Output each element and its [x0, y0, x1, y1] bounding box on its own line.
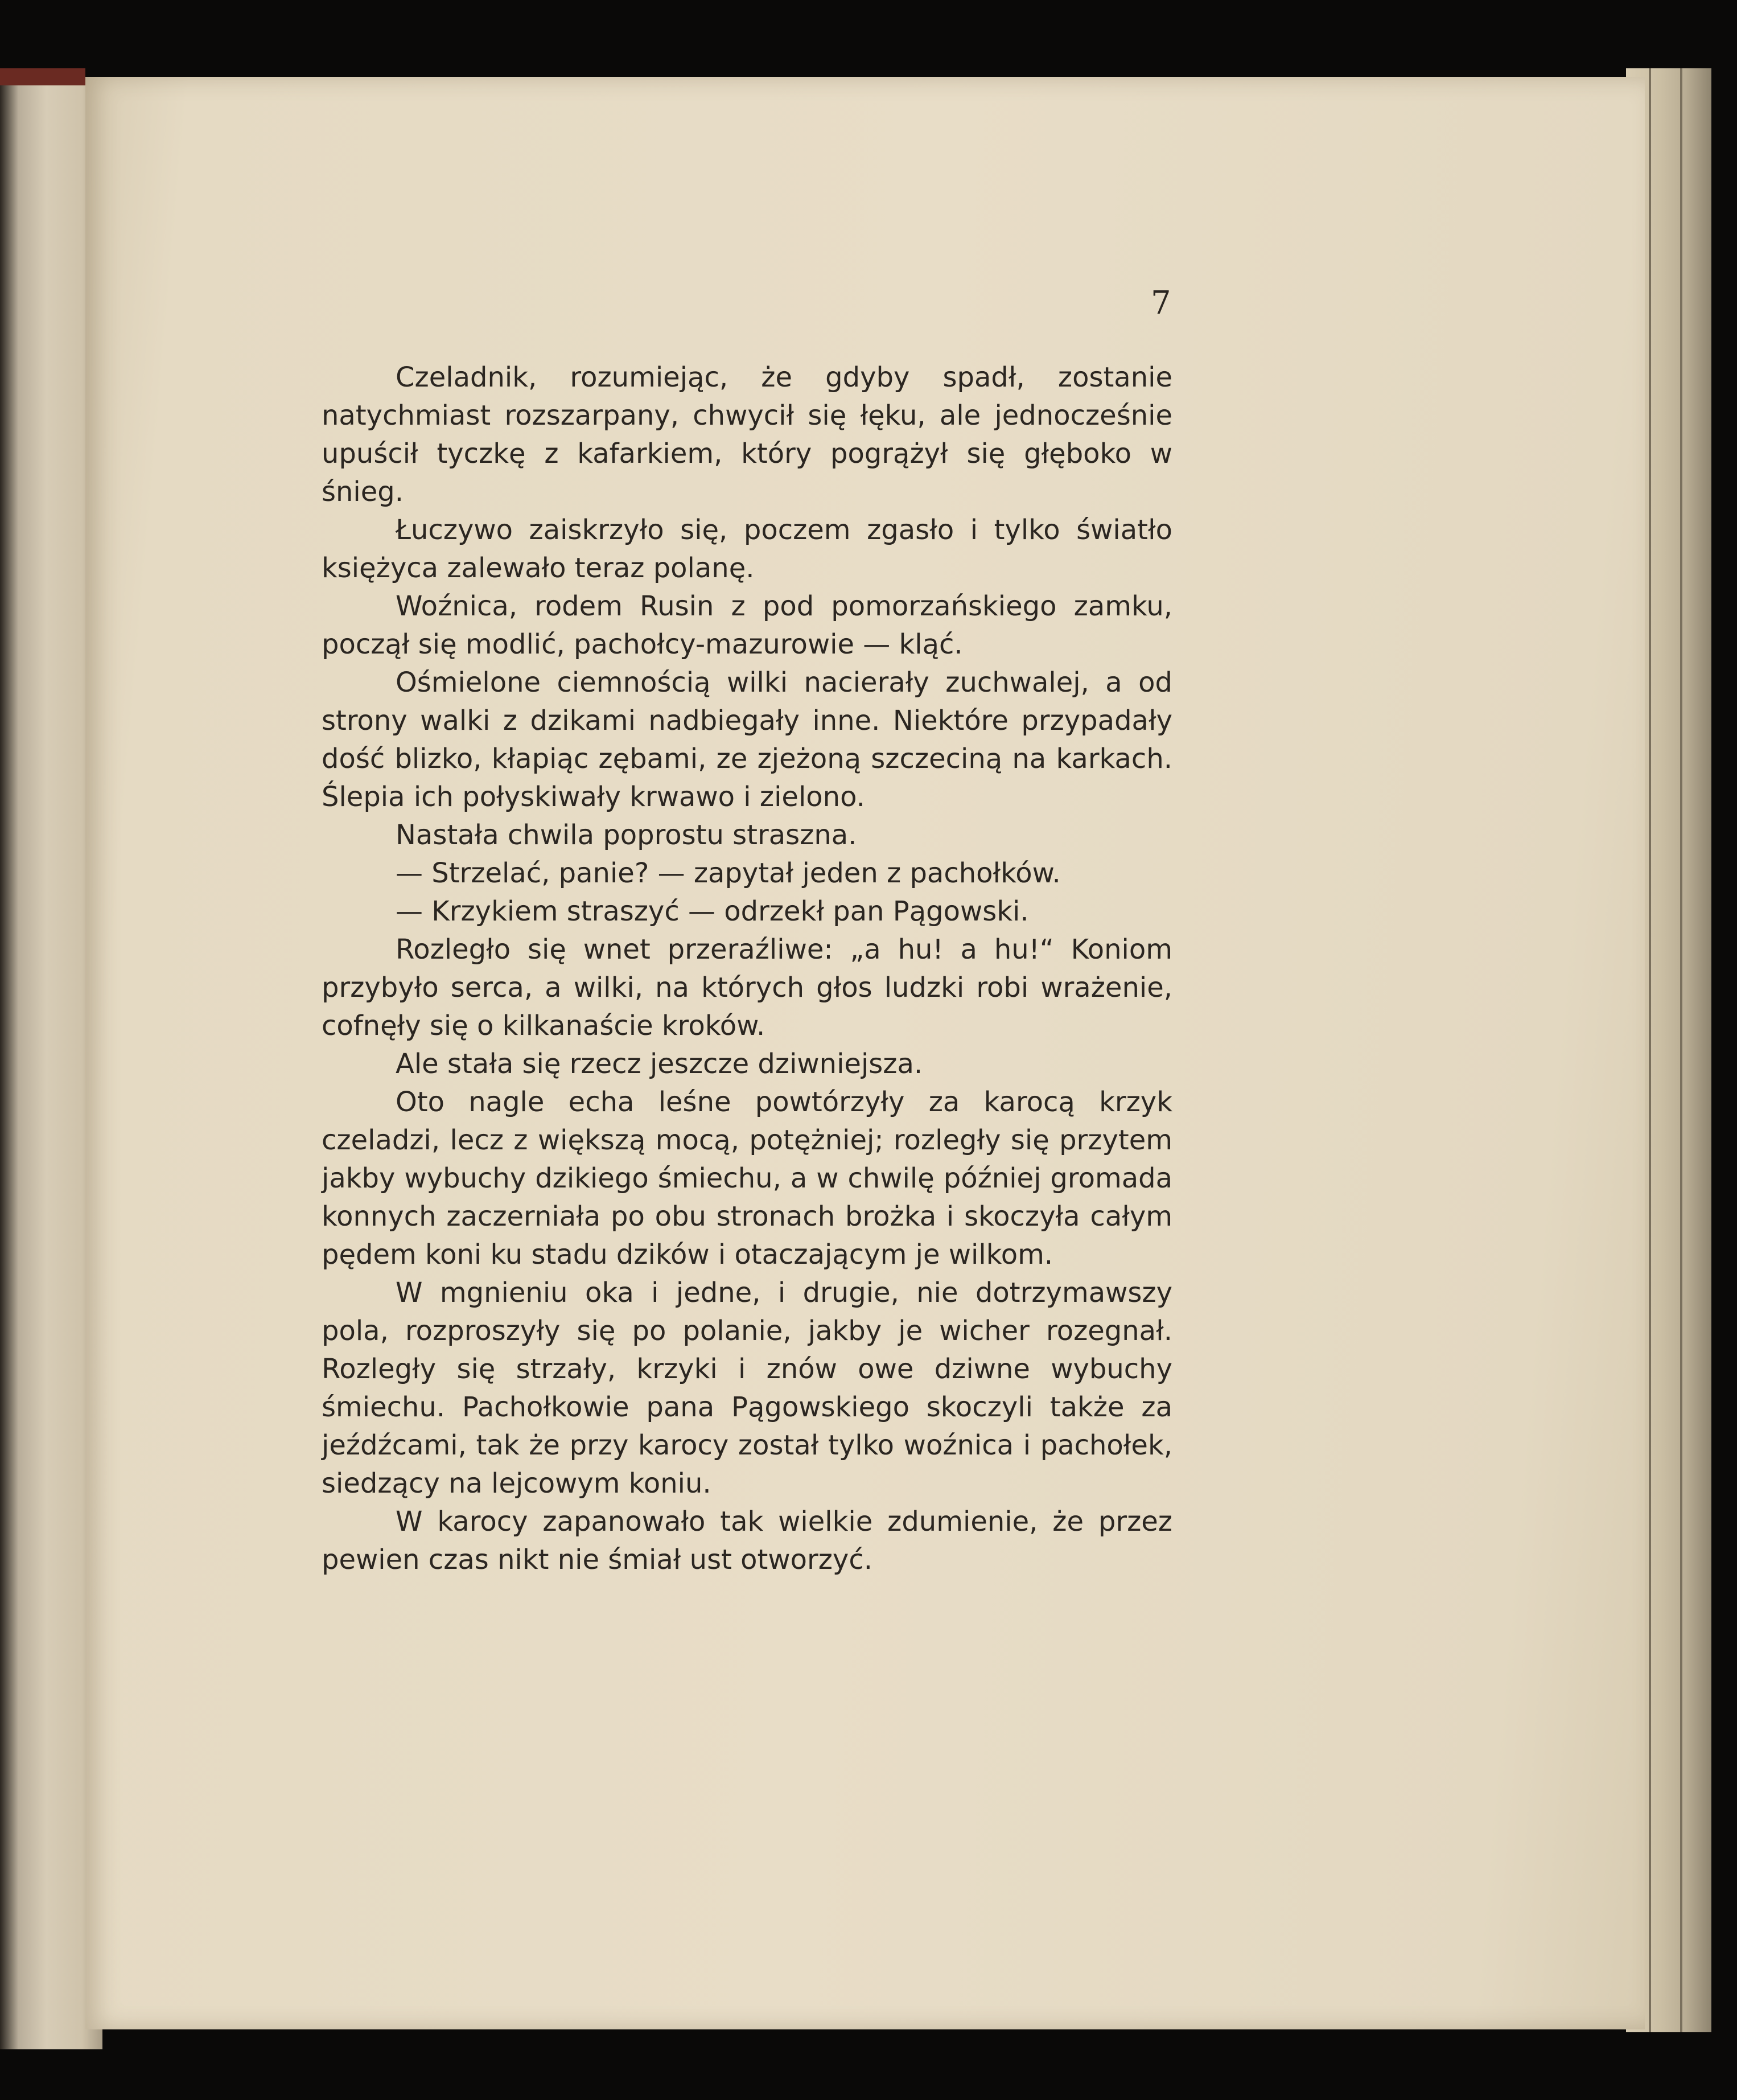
paragraph: Ośmielone ciemnością wilki nacierały zuchwalej, a od strony walki z dzikami nadbiegały inne. Niektóre przypadały dość blizko, kłapiąc zębami, ze zjeżoną szczeciną na karkach. Ślepia ich połyskiwały krwawo i zielono.	[322, 667, 1172, 813]
page-number: 7	[1151, 285, 1171, 322]
paragraph: Ale stała się rzecz jeszcze dziwniejsza.	[396, 1048, 923, 1080]
paragraph: Rozległo się wnet przeraźliwe: „a hu! a hu!“ Koniom przybyło serca, a wilki, na których głos ludzki robi wrażenie, cofnęły się o kilkanaście kroków.	[322, 934, 1172, 1042]
paragraph: Łuczywo zaiskrzyło się, poczem zgasło i tylko światło księżyca zalewało teraz polanę.	[322, 514, 1172, 584]
paragraph: Oto nagle echa leśne powtórzyły za karocą krzyk czeladzi, lecz z większą mocą, potężniej; rozległy się przytem jakby wybuchy dzikiego śmiechu, a w chwilę później gromada konnych zaczerniała po obu stronach brożka i skoczyła całym pędem koni ku stadu dzików i otaczającym je wilkom.	[322, 1086, 1172, 1271]
paragraph: W karocy zapanowało tak wielkie zdumienie, że przez pewien czas nikt nie śmiał ust otworzyć.	[322, 1506, 1172, 1576]
paragraph: — Krzykiem straszyć — odrzekł pan Pągowski.	[396, 895, 1029, 927]
page-body-text	[322, 359, 1172, 1579]
paragraph: W mgnieniu oka i jedne, i drugie, nie dotrzymawszy pola, rozproszyły się po polanie, jakby je wicher rozegnał. Rozległy się strzały, krzyki i znów owe dziwne wybuchy śmiechu. Pachołkowie pana Pągowskiego skoczyli także za jeźdźcami, tak że przy karocy został tylko woźnica i pachołek, siedzący na lejcowym koniu.	[322, 1277, 1172, 1499]
paragraph: Nastała chwila poprostu straszna.	[396, 819, 857, 851]
paragraph: Woźnica, rodem Rusin z pod pomorzańskiego zamku, począł się modlić, pachołcy-mazurowie — kląć.	[322, 590, 1172, 660]
paragraph: Czeladnik, rozumiejąc, że gdyby spadł, zostanie natychmiast rozszarpany, chwycił się łęku, ale jednocześnie upuścił tyczkę z kafarkiem, który pogrążył się głęboko w śnieg.	[322, 361, 1172, 508]
paragraph: — Strzelać, panie? — zapytał jeden z pachołków.	[396, 857, 1061, 889]
